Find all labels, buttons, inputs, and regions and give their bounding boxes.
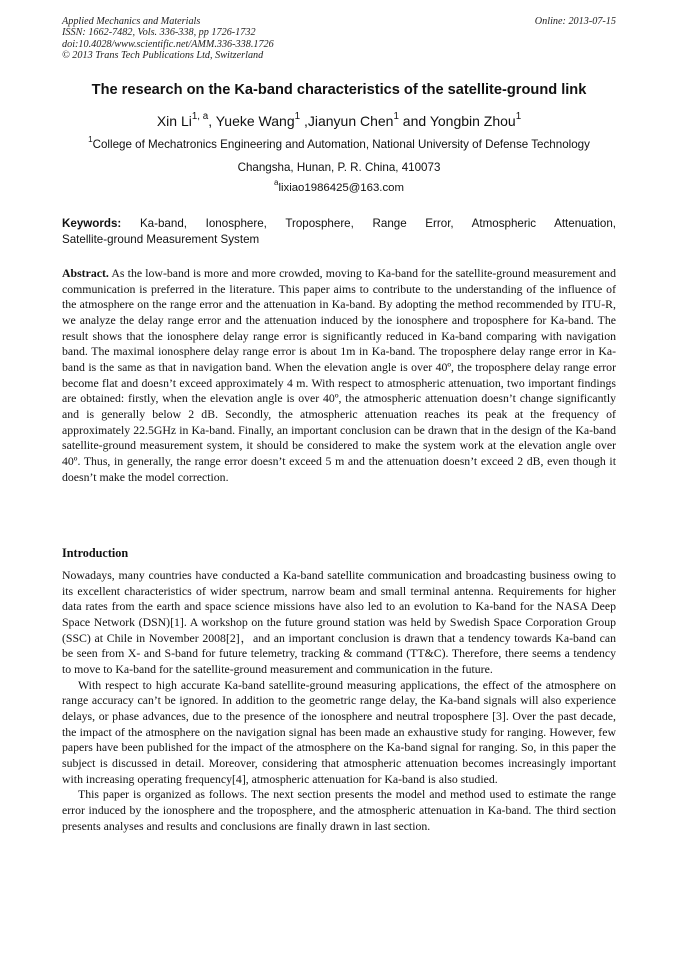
online-date: Online: 2013-07-15 bbox=[534, 16, 616, 27]
abstract-block bbox=[62, 266, 616, 485]
author-list bbox=[40, 113, 638, 129]
affiliation-sup: 1 bbox=[88, 135, 93, 145]
abstract-text: As the low-band is more and more crowded, moving to Ka-band for the satellite-ground measurement and communication is preferred in the literature. This paper aims to contribute to the understanding of the influence of the atmosphere on the range error and the attenuation in Ka-band. By adopting the method recommended by ITU-R, we analyze the delay range error and the attenuation induced by the ionosphere and troposphere for Ka-band. The result shows that the ionosphere delay range error is significantly reduced in Ka-band comparing with navigation band. The maximal ionosphere delay range error is about 1m in Ka-band. The troposphere delay range error in Ka-band is the same as that in navigation band. When the elevation angle is over 40º, the troposphere delay range error become flat and doesn’t exceed approximately 4 m. With respect to atmospheric attenuation, two important findings are obtained: firstly, when the elevation angle is over 40º, the atmospheric attenuation doesn’t change significantly and is generally below 2 dB. Secondly, the atmospheric attenuation reaches its peak at the frequency of approximately 22.5GHz in Ka-band. Finally, an important conclusion can be drawn that in the design of the Ka-band satellite-ground measurement system, it should be considered to make the system work at the elevation angle over 40º. Thus, in generally, the range error doesn’t exceed 5 m and the attenuation doesn’t exceed 2 dB, even though it doesn’t make the model correction. bbox=[62, 266, 616, 484]
keywords-label: Keywords: bbox=[62, 217, 122, 230]
author-sep: , bbox=[208, 113, 216, 129]
author-name: Jianyun Chen bbox=[307, 113, 394, 129]
keywords-line-1: Ka-band, Ionosphere, Troposphere, Range Error, Atmospheric Attenuation, bbox=[139, 217, 616, 230]
paragraph: With respect to high accurate Ka-band satellite-ground measuring applications, the effect of the atmosphere on range accuracy can’t be ignored. In addition to the geometric range delay, the Ka-band signals will also experience delays, or phase advances, due to the presence of the ionosphere and neutral troposphere [3]. Over the past decade, the impact of the atmosphere on the navigation signal has been made an exhaustive study for ranging. However, few papers have been published for the impact of the atmosphere on the Ka-band signal for ranging. So, in this paper the subject is discussed in detail. Moreover, considering that atmospheric attenuation becomes increasingly important with increasing operating frequency[4], atmospheric attenuation for Ka-band is also studied. bbox=[62, 677, 616, 786]
author-sep: , bbox=[300, 113, 308, 129]
email-sup: a bbox=[274, 178, 279, 188]
section-heading-introduction: Introduction bbox=[62, 546, 129, 560]
author-sup: 1 bbox=[294, 111, 301, 123]
paragraph: This paper is organized as follows. The next section presents the model and method used to estimate the range error induced by the ionosphere and the troposphere, and the atmospheric attenuation in Ka-band. The third section presents analyses and results and conclusions are finally drawn in last section. bbox=[62, 787, 616, 833]
introduction-body bbox=[62, 568, 616, 834]
author-name: Yueke Wang bbox=[215, 113, 295, 129]
affiliation-text: College of Mechatronics Engineering and Automation, National University of Defense Technology bbox=[92, 138, 590, 151]
copyright-line: © 2013 Trans Tech Publications Ltd, Switzerland bbox=[62, 49, 264, 61]
paper-title: The research on the Ka-band characteristics of the satellite-ground link bbox=[91, 82, 587, 98]
author-sep: and bbox=[398, 113, 430, 129]
author-sup: 1 bbox=[515, 111, 522, 123]
doi-line: doi:10.4028/www.scientific.net/AMM.336-338.1726 bbox=[62, 38, 274, 50]
keywords-block bbox=[62, 216, 616, 248]
keywords-line-2: Satellite-ground Measurement System bbox=[62, 233, 260, 246]
journal-name: Applied Mechanics and Materials bbox=[62, 16, 201, 27]
abstract-label: Abstract. bbox=[62, 266, 109, 280]
journal-header bbox=[62, 16, 616, 61]
author-name: Yongbin Zhou bbox=[429, 113, 516, 129]
author-name: Xin Li bbox=[156, 113, 192, 129]
author-sup: 1 bbox=[393, 111, 399, 123]
affiliation-line-1 bbox=[62, 135, 616, 151]
affiliation-line-2: Changsha, Hunan, P. R. China, 410073 bbox=[237, 161, 441, 174]
paragraph: Nowadays, many countries have conducted a Ka-band satellite communication and broadcasting business owing to its excellent characteristics of wider spectrum, narrow beam and small terminal antenna. Requirements for higher data rates from the earth and space science missions have also led to an evolution to Ka-band for the NASA Deep Space Network (DSN)[1]. A workshop on the future ground station was held by Swedish Space Corporation Group (SSC) at Chile in November 2008[2]，and an important conclusion is drawn that a tendency towards Ka-band can be seen from X- and S-band for future telemetry, tracking & command (TT&C). Therefore, there seems a tendency to move to Ka-band for the satellite-ground measurement and communication in the future. bbox=[62, 568, 616, 676]
author-email bbox=[62, 178, 616, 194]
email-address[interactable]: lixiao1986425@163.com bbox=[278, 182, 404, 194]
issn-line: ISSN: 1662-7482, Vols. 336-338, pp 1726-1732 bbox=[62, 27, 256, 39]
author-sup: 1, a bbox=[191, 111, 209, 123]
